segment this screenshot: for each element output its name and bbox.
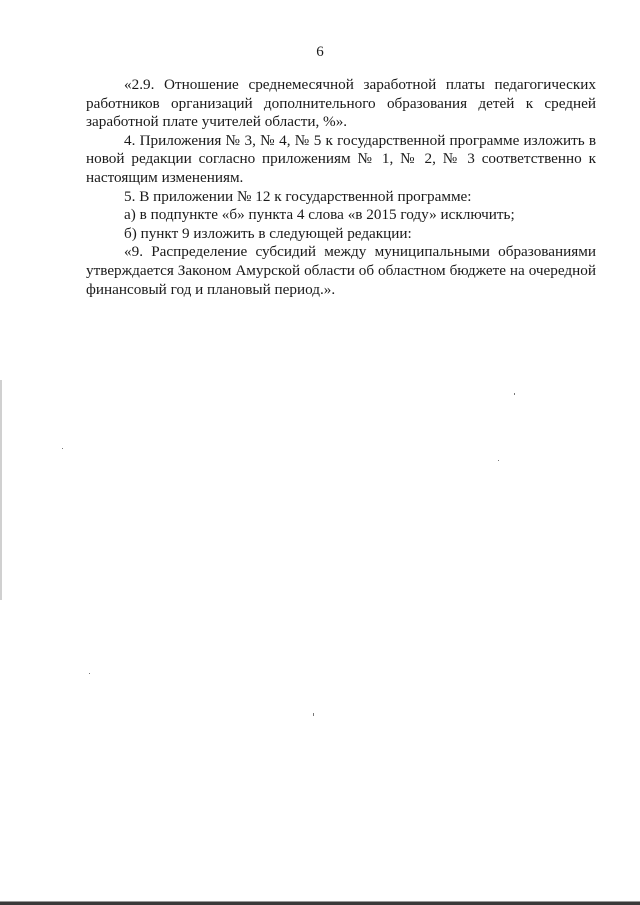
paragraph-indicator-2-9: «2.9. Отношение среднемесячной заработной платы педагогических работников организаций дополнительного образования детей к средней заработной плате учителей области, %». [86, 76, 596, 131]
scan-edge-left [0, 380, 2, 600]
scan-speck [62, 448, 63, 449]
scan-speck [514, 393, 515, 395]
paragraph-appendices: 4. Приложения № 3, № 4, № 5 к государственной программе изложить в новой редакции согласно приложениям № 1, № 2, № 3 соответственно к настоящим изменениям. [86, 131, 596, 186]
scan-speck [89, 673, 90, 674]
paragraph-subitem-a: а) в подпункте «б» пункта 4 слова «в 2015 году» исключить; [124, 206, 515, 224]
scan-speck [313, 713, 314, 716]
paragraph-subitem-b: б) пункт 9 изложить в следующей редакции: [124, 224, 412, 242]
scan-speck [498, 460, 499, 461]
document-body [86, 76, 596, 299]
paragraph-item-9: «9. Распределение субсидий между муниципальными образованиями утверждается Законом Амурской области об областном бюджете на очередной финансовый год и плановый период.». [86, 243, 596, 298]
page-number: 6 [316, 44, 324, 60]
paragraph-appendix-12: 5. В приложении № 12 к государственной программе: [124, 187, 472, 205]
